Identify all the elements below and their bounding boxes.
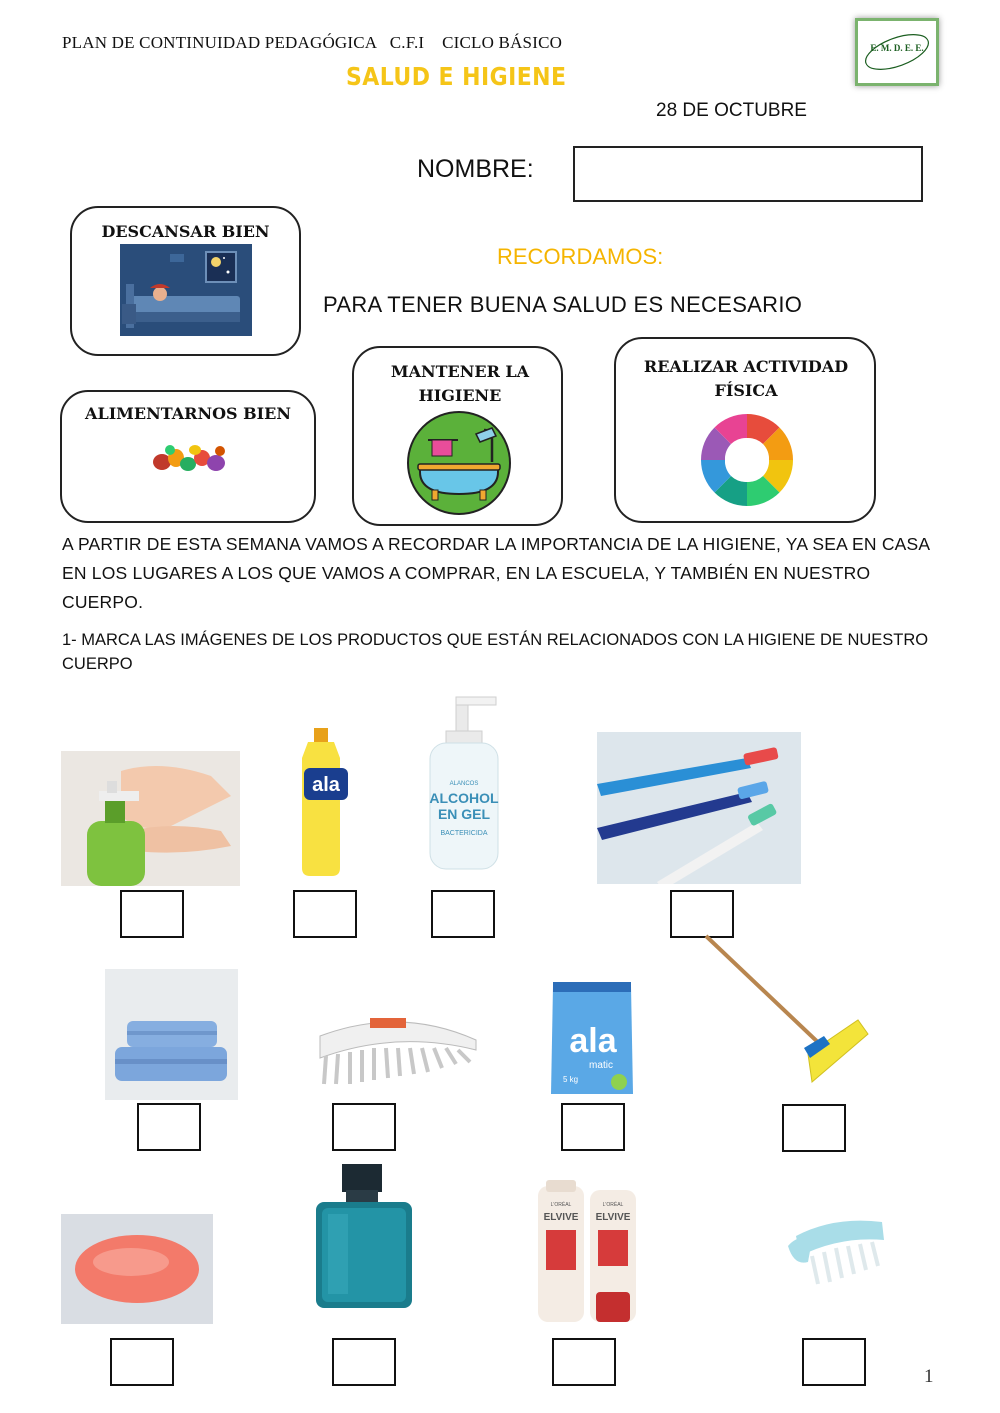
checkbox-alcohol-gel[interactable] <box>431 890 495 938</box>
checkbox-hand-soap[interactable] <box>120 890 184 938</box>
card-title: DESCANSAR BIEN <box>101 222 270 241</box>
page-title: SALUD E HIGIENE <box>346 62 567 91</box>
laundry-powder-icon <box>549 978 635 1098</box>
checkbox-scrub-brush[interactable] <box>332 1103 396 1151</box>
checkbox-laundry-powder[interactable] <box>561 1103 625 1151</box>
towels-icon <box>105 969 238 1100</box>
intro-paragraph: A PARTIR DE ESTA SEMANA VAMOS A RECORDAR LA IMPORTANCIA DE LA HIGIENE, YA SEA EN CASA EN LOS LUGARES A LOS QUE VAMOS A COMPRAR, EN LA ESCUELA, Y TAMBIÉN EN NUESTRO CUERPO. <box>62 534 930 612</box>
scrub-brush-icon <box>312 1008 480 1090</box>
liquid-hand-soap-icon <box>61 751 240 886</box>
checkbox-cologne[interactable] <box>332 1338 396 1386</box>
nail-brush-icon <box>782 1212 892 1298</box>
gel-line1: ALCOHOL <box>429 790 499 806</box>
broom-icon <box>700 930 870 1098</box>
soap-bar-icon <box>61 1214 213 1324</box>
checkbox-nail-brush[interactable] <box>802 1338 866 1386</box>
checkbox-towels[interactable] <box>137 1103 201 1151</box>
card-title: MANTENER LA HIGIENE <box>390 362 530 405</box>
checkbox-shampoo[interactable] <box>552 1338 616 1386</box>
card-descansar <box>70 206 301 356</box>
dish-detergent-brand: ala <box>312 774 340 796</box>
name-input[interactable] <box>573 146 923 202</box>
sleeping-bed-icon <box>120 244 252 336</box>
question-1: 1- MARCA LAS IMÁGENES DE LOS PRODUCTOS QUE ESTÁN RELACIONADOS CON LA HIGIENE DE NUESTRO CUERPO <box>62 631 929 673</box>
laundry-brand: ala <box>569 1022 617 1060</box>
gel-line2: EN GEL <box>437 806 491 822</box>
alcohol-gel-bottle-icon <box>416 695 512 873</box>
laundry-sub: matic <box>589 1060 613 1071</box>
shampoo-brand-2: L'ORÉAL <box>602 1202 624 1208</box>
recordamos-subtitle: PARA TENER BUENA SALUD ES NECESARIO <box>323 292 803 317</box>
card-alimentarnos <box>60 390 316 523</box>
sports-wheel-icon <box>698 411 796 509</box>
card-actividad <box>614 337 876 523</box>
name-label: NOMBRE: <box>417 155 534 183</box>
card-title: REALIZAR ACTIVIDAD FÍSICA <box>643 357 849 400</box>
shampoo-name-1: ELVIVE <box>543 1212 579 1223</box>
school-logo <box>855 18 939 86</box>
recordamos-heading: RECORDAMOS: <box>497 244 664 269</box>
gel-brand: ALANCOS <box>449 781 479 787</box>
dish-detergent-bottle-icon <box>294 728 358 876</box>
gel-line3: BACTERICIDA <box>440 830 488 837</box>
card-higiene <box>352 346 563 526</box>
laundry-weight: 5 kg <box>563 1075 579 1084</box>
shampoo-brand-1: L'ORÉAL <box>550 1202 572 1208</box>
checkbox-dish-detergent[interactable] <box>293 890 357 938</box>
toothbrush-icon <box>597 732 801 884</box>
page-number: 1 <box>924 1366 934 1387</box>
cologne-bottle-icon <box>308 1162 420 1314</box>
bathtub-shower-icon <box>406 410 512 516</box>
shampoo-bottles-icon <box>536 1180 640 1324</box>
shampoo-name-2: ELVIVE <box>595 1212 631 1223</box>
checkbox-broom[interactable] <box>782 1104 846 1152</box>
program-header: PLAN DE CONTINUIDAD PEDAGÓGICA C.F.I CICLO BÁSICO <box>62 33 563 52</box>
fruits-vegetables-icon <box>150 436 230 478</box>
date-label: 28 DE OCTUBRE <box>656 100 807 121</box>
logo-text: E. M. D. E. E. <box>870 43 924 53</box>
card-title: ALIMENTARNOS BIEN <box>85 404 291 423</box>
checkbox-soap-bar[interactable] <box>110 1338 174 1386</box>
